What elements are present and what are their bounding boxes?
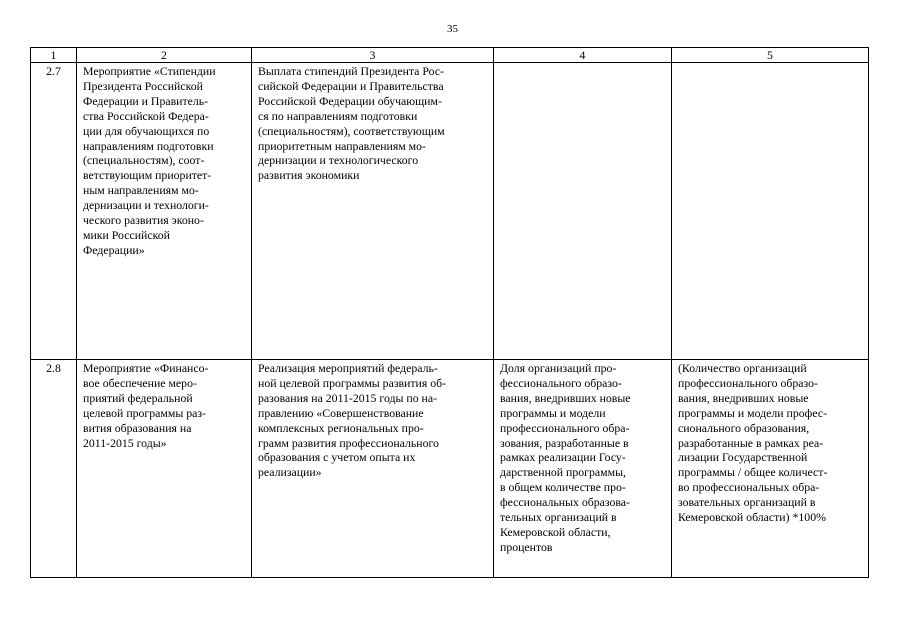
indicator-cell — [494, 63, 672, 360]
formula-cell — [672, 360, 869, 578]
formula-text: (Количество организаций профессионального образо- вания, внедривших новые программы и модели профес- сионального образования, разработанные в рамках реа- лизации Государственной программы / общее количест- во профессиональных обра- зовательных организаций в Кемеровской области) *100% — [678, 361, 828, 525]
column-header-3: 3 — [252, 48, 494, 63]
measures-table — [30, 47, 869, 578]
measure-description-text: Реализация мероприятий федераль- ной целевой программы развития об- разования на 2011-2015 годы по на- правлению «Совершенствование комплексных региональных про- грамм развития профессионального образования с учетом опыта их реализации» — [258, 361, 447, 480]
formula-cell — [672, 63, 869, 360]
page-number: 35 — [447, 23, 458, 35]
row-number: 2.7 — [31, 63, 77, 360]
measure-name-text: Мероприятие «Финансо- вое обеспечение меро- приятий федеральной целевой программы раз- вития образования на 2011-2015 годы» — [83, 361, 209, 450]
column-header-4: 4 — [494, 48, 672, 63]
measure-name-cell — [77, 63, 252, 360]
table-row — [31, 63, 869, 360]
indicator-text: Доля организаций про- фессионального образо- вания, внедривших новые программы и модели профессионального обра- зования, разработанные в рамках реализации Госу- дарственной программы, в общем количестве про- фессиональных образова- тельных организаций в Кемеровской области, процентов — [500, 361, 631, 554]
table-header-row — [31, 48, 869, 63]
measure-description-text: Выплата стипендий Президента Рос- сийской Федерации и Правительства Российской Федерации обучающим- ся по направлениям подготовки (специальностям), соответствующим приоритетным направлениям мо- дернизации и технологического развития экономики — [258, 64, 445, 183]
measure-name-text: Мероприятие «Стипендии Президента Российской Федерации и Правитель- ства Российской Федера- ции для обучающихся по направлениям подготовки (специальностям), соот- ветствующим приоритет- ным направлениям мо- дернизации и технологи- ческого развития эконо- мики Российской Федерации» — [83, 64, 216, 257]
row-number: 2.8 — [31, 360, 77, 578]
measure-description-cell — [252, 63, 494, 360]
measure-description-cell — [252, 360, 494, 578]
column-header-1: 1 — [31, 48, 77, 63]
measure-name-cell — [77, 360, 252, 578]
column-header-2: 2 — [77, 48, 252, 63]
column-header-5: 5 — [672, 48, 869, 63]
indicator-cell — [494, 360, 672, 578]
table-row — [31, 360, 869, 578]
